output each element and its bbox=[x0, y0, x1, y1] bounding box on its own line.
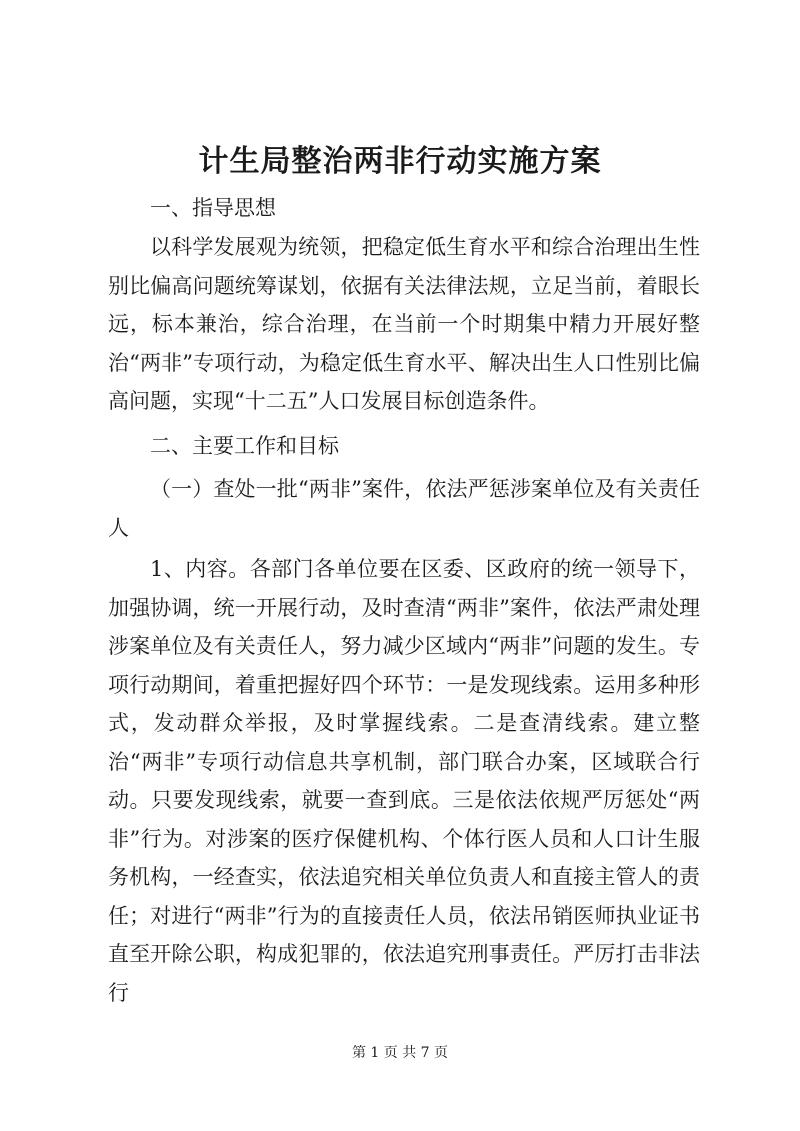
section-heading-guiding-ideology: 一、指导思想 bbox=[150, 196, 276, 220]
paragraph-guiding-ideology: 以科学发展观为统领，把稳定低生育水平和综合治理出生性别比偏高问题统筹谋划，依据有关法律法规，立足当前，着眼长远，标本兼治，综合治理，在当前一个时期集中精力开展好整治“两非”专项行动，为稳定低生育水平、解决出生人口性别比偏高问题，实现“十二五”人口发展目标创造条件。 bbox=[108, 235, 700, 413]
page-footer: 第 1 页 共 7 页 bbox=[351, 1045, 449, 1061]
paragraph-content: 1、内容。各部门各单位要在区委、区政府的统一领导下，加强协调，统一开展行动，及时查清“两非”案件，依法严肃处理涉案单位及有关责任人，努力减少区域内“两非”问题的发生。专项行动期间，着重把握好四个环节：一是发现线索。运用多种形式，发动群众举报，及时掌握线索。二是查清线索。建立整治“两非”专项行动信息共享机制，部门联合办案，区域联合行动。只要发现线索，就要一查到底。三是依法依规严厉惩处“两非”行为。对涉案的医疗保健机构、个体行医人员和人口计生服务机构，一经查实，依法追究相关单位负责人和直接主管人的责任；对进行“两非”行为的直接责任人员，依法吊销医师执业证书直至开除公职，构成犯罪的，依法追究刑事责任。严厉打击非法行 bbox=[108, 557, 700, 1005]
document-title: 计生局整治两非行动实施方案 bbox=[198, 144, 602, 179]
section-heading-main-work: 二、主要工作和目标 bbox=[150, 434, 339, 458]
subsection-heading-investigate-cases: （一）查处一批“两非”案件，依法严惩涉案单位及有关责任人 bbox=[108, 477, 700, 540]
